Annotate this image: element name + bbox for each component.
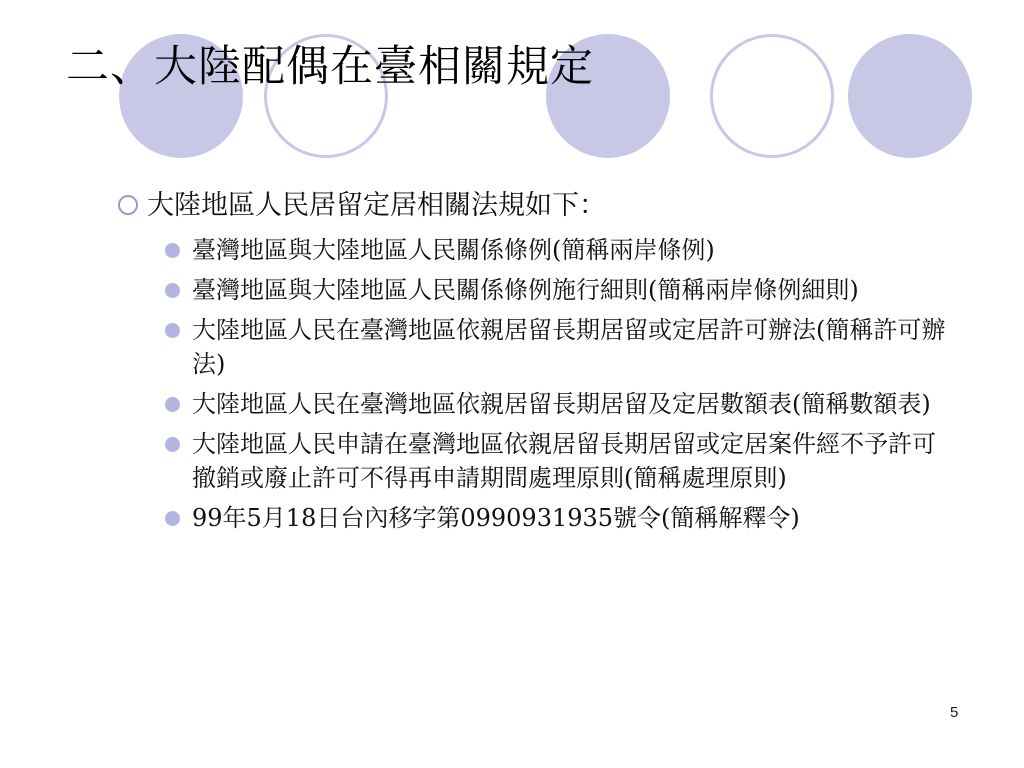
sub-bullet-text: 大陸地區人民申請在臺灣地區依親居留長期居留或定居案件經不予許可撤銷或廢止許可不得再申請期間處理原則(簡稱處理原則) [192,430,936,492]
sub-bullet-item [165,273,957,307]
slide-title: 二、大陸配偶在臺相關規定 [66,42,594,92]
page-number: 5 [950,704,959,721]
sub-bullet-list [165,233,965,541]
sub-bullet-item [165,313,957,381]
sub-bullet-item [165,427,957,495]
decorative-circle-filled [848,34,972,158]
sub-bullet-item [165,501,957,535]
filled-circle-bullet-icon [165,397,180,412]
sub-bullet-text: 臺灣地區與大陸地區人民關係條例(簡稱兩岸條例) [192,236,715,264]
sub-bullet-item [165,387,957,421]
filled-circle-bullet-icon [165,323,180,338]
sub-bullet-item [165,233,957,267]
filled-circle-bullet-icon [165,511,180,526]
sub-bullet-text: 大陸地區人民在臺灣地區依親居留長期居留或定居許可辦法(簡稱許可辦法) [192,316,946,378]
sub-bullet-text: 99年5月18日台內移字第0990931935號令(簡稱解釋令) [192,504,800,532]
main-bullet-text: 大陸地區人民居留定居相關法規如下： [147,190,606,221]
sub-bullet-text: 大陸地區人民在臺灣地區依親居留長期居留及定居數額表(簡稱數額表) [192,390,931,418]
decorative-circle-outline [710,34,834,158]
hollow-circle-bullet-icon [118,195,138,215]
filled-circle-bullet-icon [165,437,180,452]
sub-bullet-text: 臺灣地區與大陸地區人民關係條例施行細則(簡稱兩岸條例細則) [192,276,859,304]
filled-circle-bullet-icon [165,283,180,298]
filled-circle-bullet-icon [165,243,180,258]
